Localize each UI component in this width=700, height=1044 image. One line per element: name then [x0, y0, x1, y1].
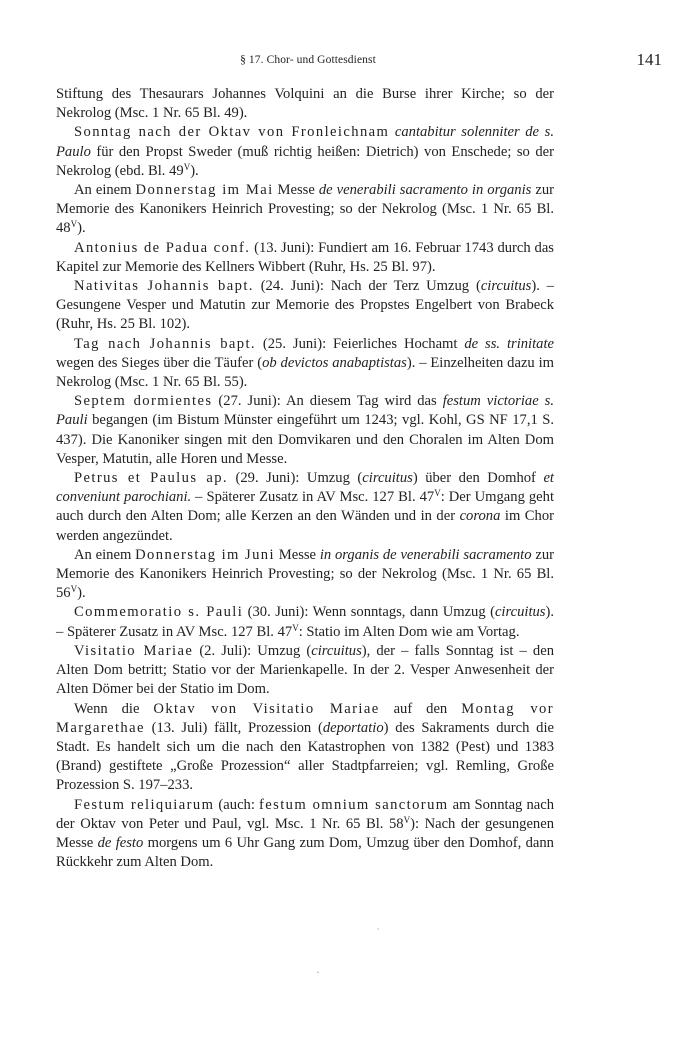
feast-name: Festum reliquiarum: [74, 796, 215, 813]
verso-mark: V: [434, 488, 441, 499]
feast-name: Sonntag nach der Oktav von Fronleichnam: [74, 124, 390, 141]
paragraph: Petrus et Paulus ap. (29. Juni): Umzug (circuitus) über den Domhof et conveniunt parochiani. – Späterer Zusatz in AV Msc. 127 Bl. $47^V$: Der Umgang geht auch durch den Alten Dom; alle Kerzen an den Wänden und in der corona im Chor werden angezündet.: [56, 470, 555, 544]
verso-mark: V: [403, 814, 411, 825]
latin-phrase: deportatio: [322, 719, 384, 736]
feast-name: Donnerstag im Mai: [135, 182, 274, 199]
feast-name: Commemoratio s. Pauli: [74, 604, 244, 621]
latin-phrase: de festo: [97, 834, 144, 851]
latin-phrase: circuitus: [494, 604, 546, 621]
paragraph: Nativitas Johannis bapt. (24. Juni): Nach der Terz Umzug (circuitus). – Gesungene Vesper und Matutin zur Memorie des Propstes Engelbert von Brabeck (Ruhr, Hs. 25 Bl. 102).: [56, 278, 554, 333]
latin-phrase: circuitus: [362, 470, 413, 487]
latin-phrase: in organis de venerabili sacramento: [319, 546, 532, 563]
paragraph: Wenn die Oktav von Visitatio Mariae auf den Montag vor Margarethae (13. Juli) fällt, Prozession (deportatio) des Sakraments durch die Stadt. Es handelt sich um die nach den Katastrophen von 1382 (Pest) und 1383 (Brand) gestiftete „Große Prozession“ aller Stadtpfarreien; vgl. Remling, Große Prozession S. 197–233.: [56, 700, 554, 794]
paragraph: An einem Donnerstag im Juni Messe in organis de venerabili sacramento zur Memorie des Kanonikers Heinrich Provesting; so der Nekrolog (Msc. 1 Nr. 65 Bl. $56^V$).: [56, 546, 554, 602]
paragraph: An einem Donnerstag im Mai Messe de venerabili sacramento in organis zur Memorie des Kanonikers Heinrich Provesting; so der Nekrolog (Msc. 1 Nr. 65 Bl. $48^V$).: [56, 182, 554, 237]
paragraph: Antonius de Padua conf. (13. Juni): Fundiert am 16. Februar 1743 durch das Kapitel zur Memorie des Kellners Wibbert (Ruhr, Hs. 25 Bl. 97).: [56, 239, 554, 275]
latin-phrase: circuitus: [480, 278, 532, 295]
latin-phrase: et conveniunt parochiani.: [56, 470, 554, 506]
latin-phrase: ob devictos anabaptistas: [262, 354, 407, 371]
running-head: § 17. Chor- und Gottesdienst: [240, 54, 376, 66]
scan-speck: ·: [316, 965, 320, 979]
feast-name: Oktav von Visitatio Mariae: [153, 700, 380, 717]
feast-name: Antonius de Padua conf.: [74, 239, 251, 256]
feast-name: festum omnium sanctorum: [258, 796, 449, 813]
paragraph: Tag nach Johannis bapt. (25. Juni): Feierliches Hochamt de ss. trinitate wegen des Sieges über die Täufer (ob devictos anabaptistas). – Einzelheiten dazu im Nekrolog (Msc. 1 Nr. 65 Bl. 55).: [56, 335, 555, 391]
body-text: [56, 85, 554, 872]
latin-phrase: cantabitur solenniter de s. Paulo: [56, 124, 554, 160]
feast-name: Montag vor Margarethae: [56, 700, 554, 736]
feast-name: Tag nach Johannis bapt.: [74, 335, 256, 352]
paragraph: Festum reliquiarum (auch: festum omnium sanctorum am Sonntag nach der Oktav von Peter und Paul, vgl. Msc. 1 Nr. 65 Bl. $58^V$): Nach der gesungenen Messe de festo morgens um 6 Uhr Gang zum Dom, Umzug über den Domhof, dann Rückkehr zum Alten Dom.: [56, 796, 554, 871]
paragraph: Visitatio Mariae (2. Juli): Umzug (circuitus), der – falls Sonntag ist – den Alten Dom betritt; Statio vor der Marienkapelle. In der 2. Vesper Anwesenheit der Alten Dömer bei der Statio im Dom.: [56, 642, 554, 698]
verso-mark: V: [70, 219, 78, 230]
verso-mark: V: [292, 622, 299, 633]
feast-name: Septem dormientes: [74, 393, 213, 410]
feast-name: Donnerstag im Juni: [135, 546, 275, 563]
feast-name: Visitatio Mariae: [74, 642, 194, 659]
paragraph: Septem dormientes (27. Juni): An diesem Tag wird das festum victoriae s. Pauli begangen (im Bistum Münster eingeführt um 1243; vgl. Kohl, GS NF 17,1 S. 437). Die Kanoniker singen mit den Domvikaren und den Choralen im Alten Dom Vesper, Matutin, alle Horen und Messe.: [56, 393, 554, 467]
page-header: [56, 50, 662, 72]
verso-mark: V: [70, 584, 78, 595]
latin-phrase: corona: [459, 508, 501, 525]
feast-name: Nativitas Johannis bapt.: [74, 278, 254, 295]
paragraph: Stiftung des Thesaurars Johannes Volquini an die Burse ihrer Kirche; so der Nekrolog (Msc. 1 Nr. 65 Bl. 49).: [56, 86, 554, 122]
verso-mark: V: [183, 161, 191, 172]
scan-speck: ˙: [376, 925, 380, 939]
latin-phrase: de venerabili sacramento in organis: [318, 182, 532, 199]
latin-phrase: circuitus: [311, 642, 362, 659]
paragraph: Commemoratio s. Pauli (30. Juni): Wenn sonntags, dann Umzug (circuitus). – Späterer Zusatz in AV Msc. 127 Bl. $47^V$: Statio im Alten Dom wie am Vortag.: [56, 604, 554, 640]
latin-phrase: de ss. trinitate: [464, 335, 554, 352]
latin-phrase: festum victoriae s. Pauli: [56, 393, 554, 429]
paragraph: Sonntag nach der Oktav von Fronleichnam cantabitur solenniter de s. Paulo für den Propst Sweder (muß richtig heißen: Dietrich) von Enschede; so der Nekrolog (ebd. Bl. $49^V$).: [56, 124, 554, 179]
page-number: 141: [636, 50, 662, 69]
feast-name: Petrus et Paulus ap.: [74, 470, 228, 487]
